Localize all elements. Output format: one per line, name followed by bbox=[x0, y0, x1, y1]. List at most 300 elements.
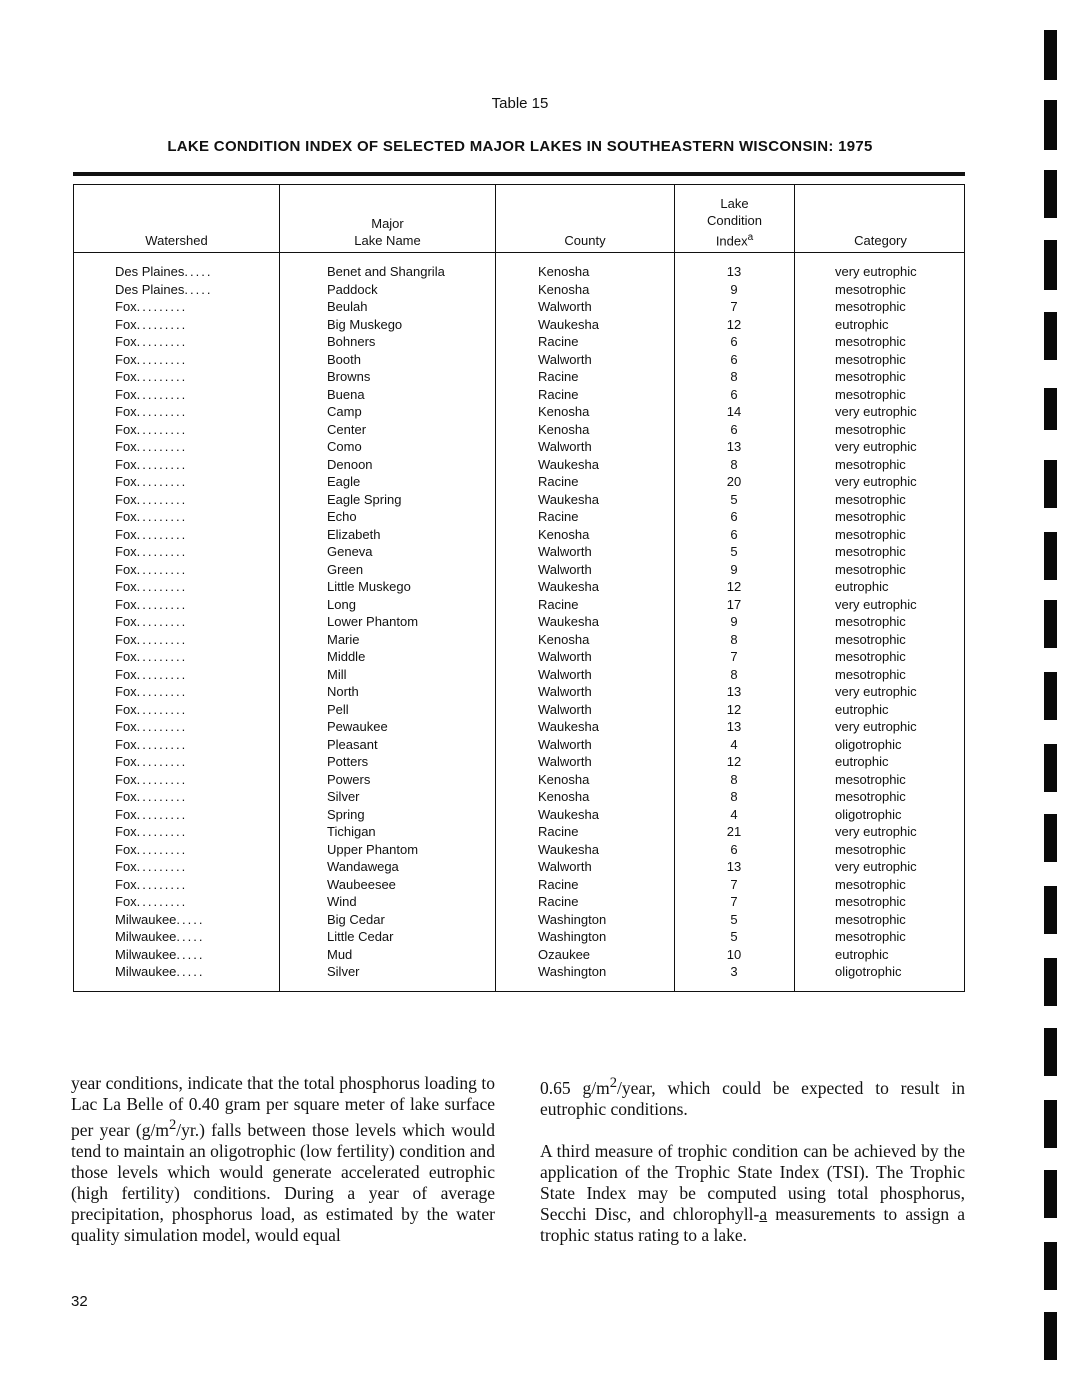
cell-watershed bbox=[115, 281, 212, 299]
cell-lake-name: Upper Phantom bbox=[327, 841, 419, 857]
watershed-name: Fox bbox=[115, 719, 137, 734]
watershed-name: Fox bbox=[115, 736, 137, 752]
watershed-name: Des Plaines bbox=[115, 281, 185, 297]
cell-county: Waukesha bbox=[538, 806, 599, 822]
cell-lake-name: Potters bbox=[327, 754, 369, 769]
header-lake-name-line2: Lake Name bbox=[354, 233, 421, 248]
leader-dots: ......... bbox=[136, 841, 188, 857]
binding-mark bbox=[1044, 1028, 1057, 1076]
cell-condition-index: 8 bbox=[730, 456, 738, 472]
cell-condition-index: 21 bbox=[726, 824, 742, 839]
cell-category: mesotrophic bbox=[835, 631, 906, 647]
cell-condition-index: 5 bbox=[730, 491, 738, 507]
superscript: 2 bbox=[168, 1117, 177, 1133]
cell-condition-index: 13 bbox=[726, 684, 742, 699]
cell-county: Waukesha bbox=[538, 316, 599, 332]
cell-category: mesotrophic bbox=[835, 456, 906, 472]
binding-mark bbox=[1044, 886, 1057, 934]
cell-watershed bbox=[115, 893, 187, 911]
cell-watershed bbox=[115, 648, 187, 666]
cell-condition-index: 6 bbox=[730, 841, 738, 857]
cell-county: Racine bbox=[538, 876, 579, 892]
cell-lake-name: Powers bbox=[327, 771, 371, 787]
cell-lake-name: Booth bbox=[327, 351, 361, 367]
cell-watershed bbox=[115, 666, 187, 684]
cell-category: mesotrophic bbox=[835, 526, 906, 542]
cell-category: very eutrophic bbox=[835, 474, 917, 489]
watershed-name: Fox bbox=[115, 789, 137, 804]
table-row bbox=[74, 648, 964, 666]
cell-category: very eutrophic bbox=[835, 824, 917, 839]
cell-condition-index: 5 bbox=[730, 929, 738, 944]
cell-watershed bbox=[115, 753, 187, 771]
table-row bbox=[74, 281, 964, 299]
cell-condition-index: 13 bbox=[726, 859, 742, 874]
cell-lake-name: North bbox=[327, 684, 359, 699]
cell-condition-index: 10 bbox=[726, 946, 742, 962]
cell-watershed bbox=[115, 771, 187, 789]
watershed-name: Milwaukee bbox=[115, 964, 177, 979]
superscript: 2 bbox=[609, 1075, 617, 1091]
watershed-name: Fox bbox=[115, 526, 137, 542]
header-county bbox=[496, 191, 674, 249]
cell-condition-index: 3 bbox=[730, 964, 738, 979]
table-body bbox=[74, 263, 964, 981]
cell-condition-index: 6 bbox=[730, 421, 738, 437]
watershed-name: Fox bbox=[115, 509, 137, 524]
watershed-name: Fox bbox=[115, 596, 137, 612]
table-row bbox=[74, 403, 964, 421]
cell-county: Kenosha bbox=[538, 631, 590, 647]
cell-condition-index: 4 bbox=[730, 806, 738, 822]
watershed-name: Milwaukee bbox=[115, 929, 177, 944]
leader-dots: ..... bbox=[176, 964, 205, 979]
table-row bbox=[74, 438, 964, 456]
page-number: 32 bbox=[71, 1293, 88, 1310]
cell-category: mesotrophic bbox=[835, 841, 906, 857]
cell-condition-index: 8 bbox=[730, 369, 738, 384]
cell-watershed bbox=[115, 438, 187, 456]
leader-dots: ......... bbox=[136, 334, 188, 349]
cell-condition-index: 8 bbox=[730, 789, 738, 804]
leader-dots: ......... bbox=[136, 544, 188, 559]
header-watershed bbox=[74, 191, 279, 249]
table-row bbox=[74, 298, 964, 316]
cell-lake-name: Wandawega bbox=[327, 859, 399, 874]
cell-category: eutrophic bbox=[835, 701, 889, 717]
cell-watershed bbox=[115, 858, 187, 876]
cell-condition-index: 7 bbox=[730, 894, 738, 909]
table-row bbox=[74, 333, 964, 351]
cell-watershed bbox=[115, 788, 187, 806]
cell-watershed bbox=[115, 456, 187, 474]
cell-condition-index: 14 bbox=[726, 404, 742, 419]
cell-condition-index: 20 bbox=[726, 474, 742, 489]
watershed-name: Fox bbox=[115, 824, 137, 839]
cell-condition-index: 6 bbox=[730, 351, 738, 367]
leader-dots: ......... bbox=[136, 824, 188, 839]
leader-dots: ..... bbox=[184, 281, 213, 297]
left-paragraph-text-b: /yr.) falls between those levels which would tend to maintain an oligotrophic (low fertility) condition and those levels which would generate accelerated eutrophic (high fertility) conditions. During a year of average precipitation, phosphorus load, as estimated by the water quality simulation model, would equal bbox=[71, 1119, 495, 1245]
watershed-name: Fox bbox=[115, 456, 137, 472]
leader-dots: ......... bbox=[136, 351, 188, 367]
leader-dots: ......... bbox=[136, 684, 188, 699]
cell-condition-index: 9 bbox=[730, 281, 738, 297]
cell-lake-name: Little Muskego bbox=[327, 579, 411, 594]
header-lake-name-line1: Major bbox=[371, 216, 404, 231]
binding-mark bbox=[1044, 312, 1057, 360]
cell-county: Walworth bbox=[538, 649, 592, 664]
cell-county: Walworth bbox=[538, 439, 592, 454]
cell-watershed bbox=[115, 718, 187, 736]
right-paragraph-2 bbox=[540, 1141, 965, 1246]
cell-category: very eutrophic bbox=[835, 439, 917, 454]
cell-lake-name: Geneva bbox=[327, 544, 373, 559]
leader-dots: ......... bbox=[136, 439, 188, 454]
cell-lake-name: Green bbox=[327, 561, 364, 577]
table-row bbox=[74, 788, 964, 806]
leader-dots: ......... bbox=[136, 596, 188, 612]
cell-lake-name: Mud bbox=[327, 946, 353, 962]
watershed-name: Fox bbox=[115, 351, 137, 367]
cell-condition-index: 13 bbox=[726, 264, 742, 279]
binding-mark bbox=[1044, 460, 1057, 508]
cell-watershed bbox=[115, 876, 187, 894]
cell-watershed bbox=[115, 928, 204, 946]
leader-dots: ......... bbox=[136, 666, 188, 682]
table-row bbox=[74, 561, 964, 579]
cell-county: Walworth bbox=[538, 351, 592, 367]
leader-dots: ..... bbox=[176, 911, 205, 927]
watershed-name: Fox bbox=[115, 491, 137, 507]
cell-county: Racine bbox=[538, 894, 579, 909]
cell-watershed bbox=[115, 578, 187, 596]
watershed-name: Fox bbox=[115, 299, 137, 314]
cell-lake-name: Spring bbox=[327, 806, 365, 822]
cell-lake-name: Camp bbox=[327, 404, 362, 419]
watershed-name: Fox bbox=[115, 544, 137, 559]
watershed-name: Milwaukee bbox=[115, 911, 177, 927]
cell-condition-index: 8 bbox=[730, 666, 738, 682]
table-row bbox=[74, 263, 964, 281]
watershed-name: Fox bbox=[115, 649, 137, 664]
table-row bbox=[74, 386, 964, 404]
binding-mark bbox=[1044, 100, 1057, 150]
cell-condition-index: 9 bbox=[730, 561, 738, 577]
table-row bbox=[74, 368, 964, 386]
watershed-name: Fox bbox=[115, 841, 137, 857]
watershed-name: Fox bbox=[115, 614, 137, 629]
cell-watershed bbox=[115, 543, 187, 561]
leader-dots: ..... bbox=[176, 946, 205, 962]
binding-mark bbox=[1044, 672, 1057, 720]
cell-county: Washington bbox=[538, 964, 607, 979]
cell-county: Walworth bbox=[538, 684, 592, 699]
cell-category: mesotrophic bbox=[835, 491, 906, 507]
watershed-name: Fox bbox=[115, 754, 137, 769]
header-lake-name bbox=[280, 191, 495, 249]
table-row bbox=[74, 893, 964, 911]
leader-dots: ......... bbox=[136, 386, 188, 402]
cell-watershed bbox=[115, 613, 187, 631]
cell-watershed bbox=[115, 596, 187, 614]
watershed-name: Fox bbox=[115, 666, 137, 682]
cell-county: Walworth bbox=[538, 859, 592, 874]
cell-condition-index: 8 bbox=[730, 771, 738, 787]
cell-watershed bbox=[115, 298, 187, 316]
table-row bbox=[74, 543, 964, 561]
cell-lake-name: Center bbox=[327, 421, 367, 437]
cell-county: Washington bbox=[538, 929, 607, 944]
cell-lake-name: Browns bbox=[327, 369, 371, 384]
leader-dots: ......... bbox=[136, 369, 188, 384]
table-row bbox=[74, 753, 964, 771]
binding-mark bbox=[1044, 240, 1057, 290]
leader-dots: ......... bbox=[136, 754, 188, 769]
cell-lake-name: Wind bbox=[327, 894, 357, 909]
table-row bbox=[74, 771, 964, 789]
table-row bbox=[74, 613, 964, 631]
header-category-label: Category bbox=[854, 233, 907, 248]
cell-watershed bbox=[115, 421, 187, 439]
cell-category: oligotrophic bbox=[835, 806, 902, 822]
underlined-a: a bbox=[759, 1203, 768, 1224]
leader-dots: ......... bbox=[136, 456, 188, 472]
table-row bbox=[74, 911, 964, 929]
right-paragraph-1-text-a: 0.65 g/m bbox=[540, 1077, 610, 1098]
cell-watershed bbox=[115, 963, 204, 981]
leader-dots: ......... bbox=[136, 316, 188, 332]
leader-dots: ......... bbox=[136, 421, 188, 437]
cell-lake-name: Tichigan bbox=[327, 824, 376, 839]
watershed-name: Fox bbox=[115, 631, 137, 647]
header-county-label: County bbox=[564, 233, 606, 248]
cell-lake-name: Marie bbox=[327, 631, 360, 647]
watershed-name: Fox bbox=[115, 421, 137, 437]
cell-watershed bbox=[115, 806, 187, 824]
cell-lake-name: Pell bbox=[327, 701, 349, 717]
table-row bbox=[74, 666, 964, 684]
leader-dots: ..... bbox=[184, 264, 213, 279]
cell-category: oligotrophic bbox=[835, 964, 902, 979]
table-row bbox=[74, 473, 964, 491]
cell-condition-index: 12 bbox=[726, 754, 742, 769]
leader-dots: ......... bbox=[136, 561, 188, 577]
cell-county: Kenosha bbox=[538, 264, 590, 279]
cell-lake-name: Long bbox=[327, 596, 356, 612]
cell-category: very eutrophic bbox=[835, 684, 917, 699]
cell-lake-name: Elizabeth bbox=[327, 526, 381, 542]
cell-county: Walworth bbox=[538, 736, 592, 752]
leader-dots: ......... bbox=[136, 859, 188, 874]
cell-watershed bbox=[115, 526, 187, 544]
cell-condition-index: 12 bbox=[726, 579, 742, 594]
binding-mark bbox=[1044, 532, 1057, 580]
cell-county: Kenosha bbox=[538, 421, 590, 437]
cell-county: Kenosha bbox=[538, 526, 590, 542]
left-paragraph bbox=[71, 1073, 495, 1246]
cell-county: Racine bbox=[538, 509, 579, 524]
cell-lake-name: Denoon bbox=[327, 456, 373, 472]
table-number: Table 15 bbox=[491, 95, 549, 112]
cell-category: very eutrophic bbox=[835, 596, 917, 612]
lake-condition-table bbox=[73, 184, 965, 992]
cell-lake-name: Bohners bbox=[327, 334, 376, 349]
cell-category: mesotrophic bbox=[835, 789, 906, 804]
header-index-label: Index bbox=[715, 233, 748, 248]
cell-county: Walworth bbox=[538, 544, 592, 559]
table-row bbox=[74, 683, 964, 701]
table-row bbox=[74, 736, 964, 754]
cell-watershed bbox=[115, 701, 187, 719]
leader-dots: ......... bbox=[136, 509, 188, 524]
watershed-name: Fox bbox=[115, 369, 137, 384]
cell-category: mesotrophic bbox=[835, 509, 906, 524]
cell-county: Waukesha bbox=[538, 614, 599, 629]
cell-watershed bbox=[115, 736, 187, 754]
cell-lake-name: Waubeesee bbox=[327, 876, 396, 892]
leader-dots: ......... bbox=[136, 579, 188, 594]
table-row bbox=[74, 508, 964, 526]
cell-county: Walworth bbox=[538, 299, 592, 314]
binding-mark bbox=[1044, 600, 1057, 648]
binding-mark bbox=[1044, 170, 1057, 218]
cell-county: Racine bbox=[538, 596, 579, 612]
cell-condition-index: 6 bbox=[730, 509, 738, 524]
watershed-name: Fox bbox=[115, 334, 137, 349]
leader-dots: ......... bbox=[136, 474, 188, 489]
cell-watershed bbox=[115, 351, 187, 369]
cell-condition-index: 6 bbox=[730, 526, 738, 542]
leader-dots: ......... bbox=[136, 404, 188, 419]
watershed-name: Fox bbox=[115, 701, 137, 717]
table-row bbox=[74, 928, 964, 946]
cell-condition-index: 7 bbox=[730, 649, 738, 664]
cell-category: eutrophic bbox=[835, 946, 889, 962]
header-index-line1: Lake bbox=[720, 195, 749, 211]
header-index-line2: Condition bbox=[707, 212, 762, 228]
cell-condition-index: 5 bbox=[730, 911, 738, 927]
cell-county: Kenosha bbox=[538, 281, 590, 297]
binding-mark bbox=[1044, 30, 1057, 80]
cell-county: Walworth bbox=[538, 666, 592, 682]
header-index-line3 bbox=[675, 229, 794, 249]
cell-watershed bbox=[115, 263, 212, 281]
table-row bbox=[74, 718, 964, 736]
cell-lake-name: Big Cedar bbox=[327, 911, 385, 927]
cell-condition-index: 7 bbox=[730, 876, 738, 892]
cell-category: mesotrophic bbox=[835, 281, 906, 297]
watershed-name: Fox bbox=[115, 684, 137, 699]
cell-lake-name: Silver bbox=[327, 789, 360, 804]
cell-category: mesotrophic bbox=[835, 771, 906, 787]
table-row bbox=[74, 316, 964, 334]
cell-category: mesotrophic bbox=[835, 666, 906, 682]
cell-category: mesotrophic bbox=[835, 351, 906, 367]
watershed-name: Fox bbox=[115, 579, 137, 594]
table-row bbox=[74, 421, 964, 439]
cell-lake-name: Pleasant bbox=[327, 736, 378, 752]
cell-category: mesotrophic bbox=[835, 299, 906, 314]
cell-lake-name: Benet and Shangrila bbox=[327, 264, 445, 279]
watershed-name: Fox bbox=[115, 386, 137, 402]
cell-category: mesotrophic bbox=[835, 614, 906, 629]
cell-county: Walworth bbox=[538, 754, 592, 769]
cell-lake-name: Middle bbox=[327, 649, 366, 664]
table-row bbox=[74, 823, 964, 841]
binding-mark bbox=[1044, 958, 1057, 1006]
cell-category: mesotrophic bbox=[835, 894, 906, 909]
cell-lake-name: Eagle Spring bbox=[327, 491, 402, 507]
table-title: LAKE CONDITION INDEX OF SELECTED MAJOR LAKES IN SOUTHEASTERN WISCONSIN: 1975 bbox=[167, 138, 873, 155]
table-row bbox=[74, 946, 964, 964]
cell-county: Waukesha bbox=[538, 841, 599, 857]
cell-county: Ozaukee bbox=[538, 946, 591, 962]
watershed-name: Fox bbox=[115, 404, 137, 419]
leader-dots: ......... bbox=[136, 491, 188, 507]
cell-category: mesotrophic bbox=[835, 386, 906, 402]
cell-category: very eutrophic bbox=[835, 264, 917, 279]
cell-lake-name: Eagle bbox=[327, 474, 361, 489]
cell-condition-index: 12 bbox=[726, 701, 742, 717]
binding-mark bbox=[1044, 814, 1057, 862]
cell-lake-name: Paddock bbox=[327, 281, 378, 297]
cell-category: mesotrophic bbox=[835, 929, 906, 944]
table-row bbox=[74, 701, 964, 719]
leader-dots: ......... bbox=[136, 894, 188, 909]
cell-watershed bbox=[115, 403, 187, 421]
left-paragraph-text-a: year conditions, indicate that the total phosphorus loading to Lac La Belle of 0.40 gram per square meter of lake surface per year (g/m bbox=[71, 1073, 495, 1140]
table-row bbox=[74, 631, 964, 649]
cell-watershed bbox=[115, 823, 187, 841]
cell-county: Kenosha bbox=[538, 789, 590, 804]
cell-condition-index: 4 bbox=[730, 736, 738, 752]
cell-category: mesotrophic bbox=[835, 649, 906, 664]
cell-condition-index: 6 bbox=[730, 334, 738, 349]
cell-county: Waukesha bbox=[538, 719, 599, 734]
leader-dots: ......... bbox=[136, 526, 188, 542]
table-row bbox=[74, 578, 964, 596]
cell-lake-name: Lower Phantom bbox=[327, 614, 419, 629]
cell-county: Racine bbox=[538, 334, 579, 349]
watershed-name: Fox bbox=[115, 859, 137, 874]
cell-watershed bbox=[115, 491, 187, 509]
cell-county: Waukesha bbox=[538, 491, 599, 507]
cell-watershed bbox=[115, 561, 187, 579]
cell-watershed bbox=[115, 841, 187, 859]
cell-category: very eutrophic bbox=[835, 859, 917, 874]
cell-lake-name: Beulah bbox=[327, 299, 368, 314]
table-row bbox=[74, 806, 964, 824]
header-category bbox=[795, 191, 966, 249]
binding-mark bbox=[1044, 1170, 1057, 1218]
cell-lake-name: Buena bbox=[327, 386, 365, 402]
binding-mark bbox=[1044, 1312, 1057, 1360]
leader-dots: ......... bbox=[136, 701, 188, 717]
cell-county: Walworth bbox=[538, 701, 592, 717]
table-row bbox=[74, 491, 964, 509]
cell-condition-index: 17 bbox=[726, 596, 742, 612]
cell-county: Kenosha bbox=[538, 404, 590, 419]
table-row bbox=[74, 456, 964, 474]
cell-county: Waukesha bbox=[538, 456, 599, 472]
cell-lake-name: Big Muskego bbox=[327, 316, 403, 332]
cell-category: oligotrophic bbox=[835, 736, 902, 752]
cell-county: Racine bbox=[538, 474, 579, 489]
table-row bbox=[74, 526, 964, 544]
table-row bbox=[74, 858, 964, 876]
cell-lake-name: Mill bbox=[327, 666, 347, 682]
